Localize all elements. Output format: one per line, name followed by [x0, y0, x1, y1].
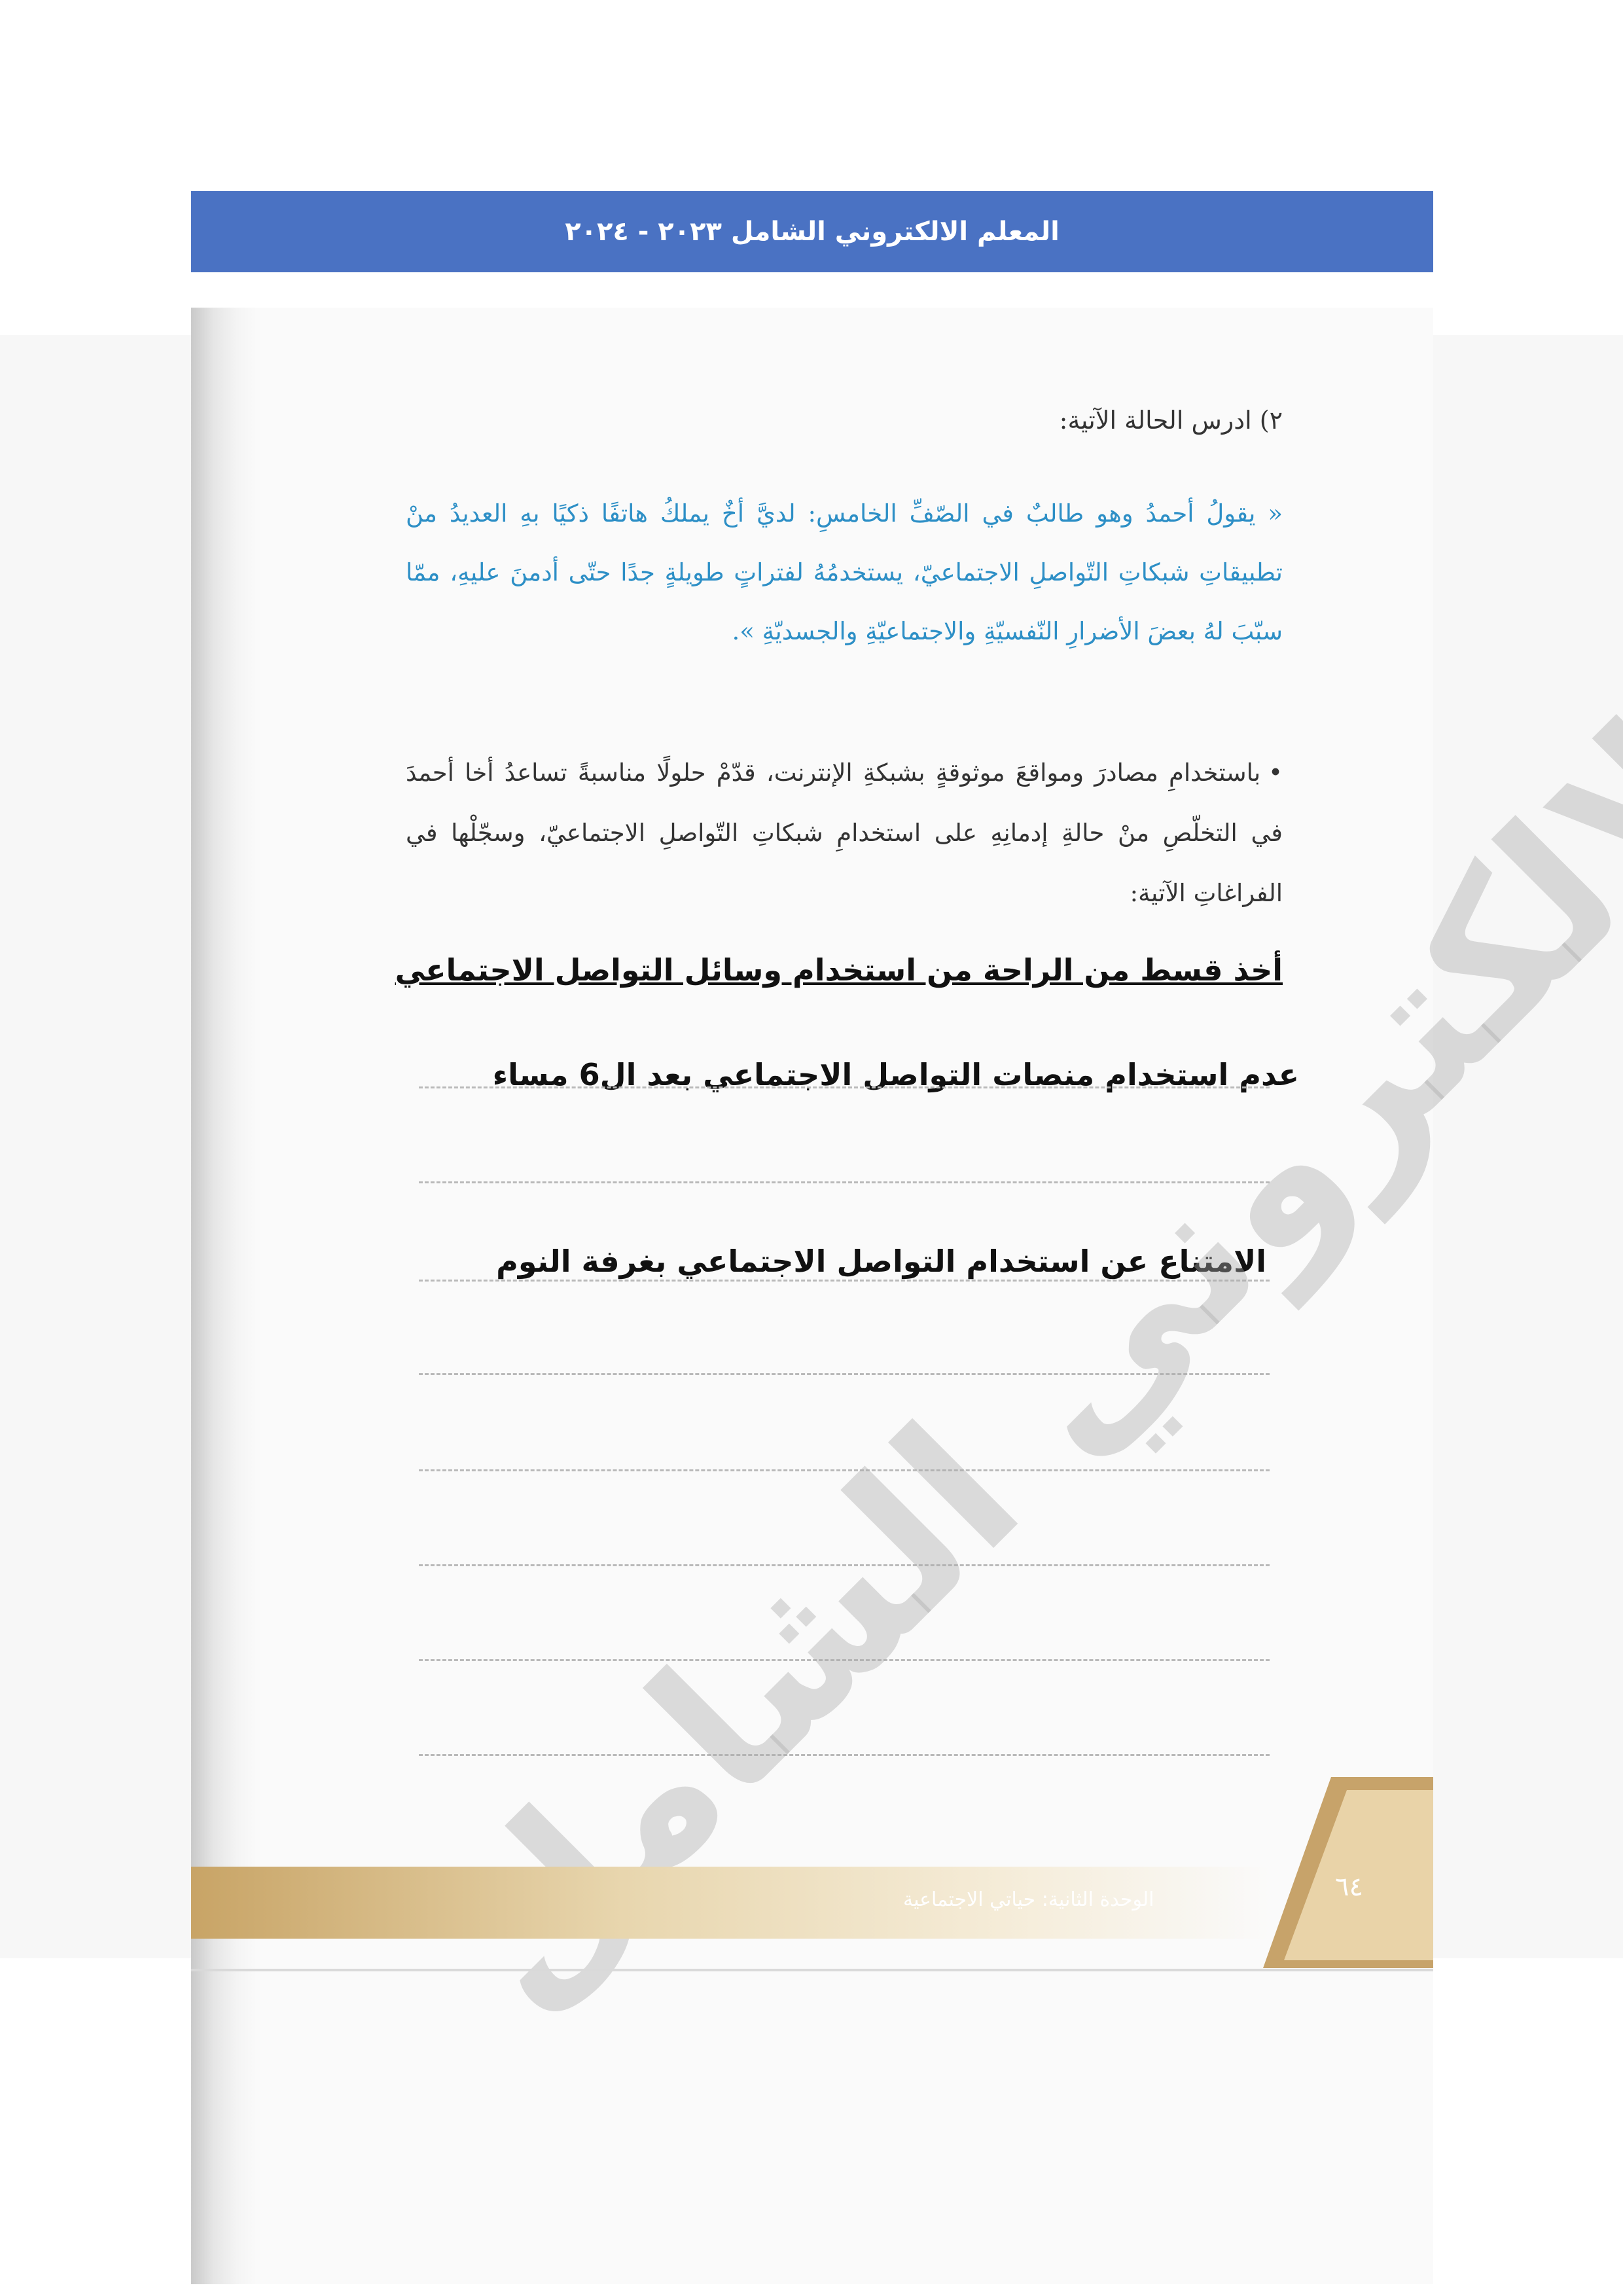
header-bar: [191, 191, 1433, 272]
task-instructions: [406, 743, 1283, 924]
case-study-text: « يقولُ أحمدُ وهو طالبٌ في الصّفِّ الخامسِ: لديَّ أخٌ يملكُ هاتفًا ذكيًا بهِ العديدُ منْ تطبيقاتِ شبكاتِ التّواصلِ الاجتماعيّ، يستخدمُهُ لفتراتٍ طويلةٍ جدًا حتّى أدمنَ عليهِ، ممّا سبّبَ لهُ بعضَ الأضرارِ النّفسيّةِ والاجتماعيّةِ والجسديّةِ ».: [406, 499, 1283, 645]
header-title: المعلم الالكتروني الشامل ٢٠٢٣ - ٢٠٢٤: [565, 217, 1060, 247]
page-bottom-edge: [191, 1969, 1433, 1971]
answer-3: الامتناع عن استخدام التواصل الاجتماعي بغرفة النوم: [496, 1244, 1266, 1279]
task-text: باستخدامِ مصادرَ ومواقعَ موثوقةٍ بشبكةِ الإنترنت، قدّمْ حلولًا مناسبةً تساعدُ أخا أحمدَ في التخلّصِ منْ حالةِ إدمانِهِ على استخدامِ شبكاتِ التّواصلِ الاجتماعيّ، وسجّلْها في الفراغاتِ الآتية:: [406, 759, 1283, 907]
answer-1: أخذ قسط من الراحة من استخدام وسائل التواصل الاجتماعي: [395, 952, 1283, 988]
answer-line: [419, 1086, 1270, 1088]
book-spine-shadow: [191, 308, 257, 2284]
watermark: الالكتروني الشامل: [397, 629, 1623, 2048]
page-number: ٦٤: [1335, 1872, 1363, 1902]
answer-2: عدم استخدام منصات التواصل الاجتماعي بعد ال6 مساء: [492, 1057, 1299, 1092]
bullet-icon: •: [1268, 759, 1283, 787]
unit-label: الوحدة الثانية: حياتي الاجتماعية: [903, 1888, 1154, 1911]
question-heading: ٢) ادرس الحالة الآتية:: [1059, 406, 1283, 435]
